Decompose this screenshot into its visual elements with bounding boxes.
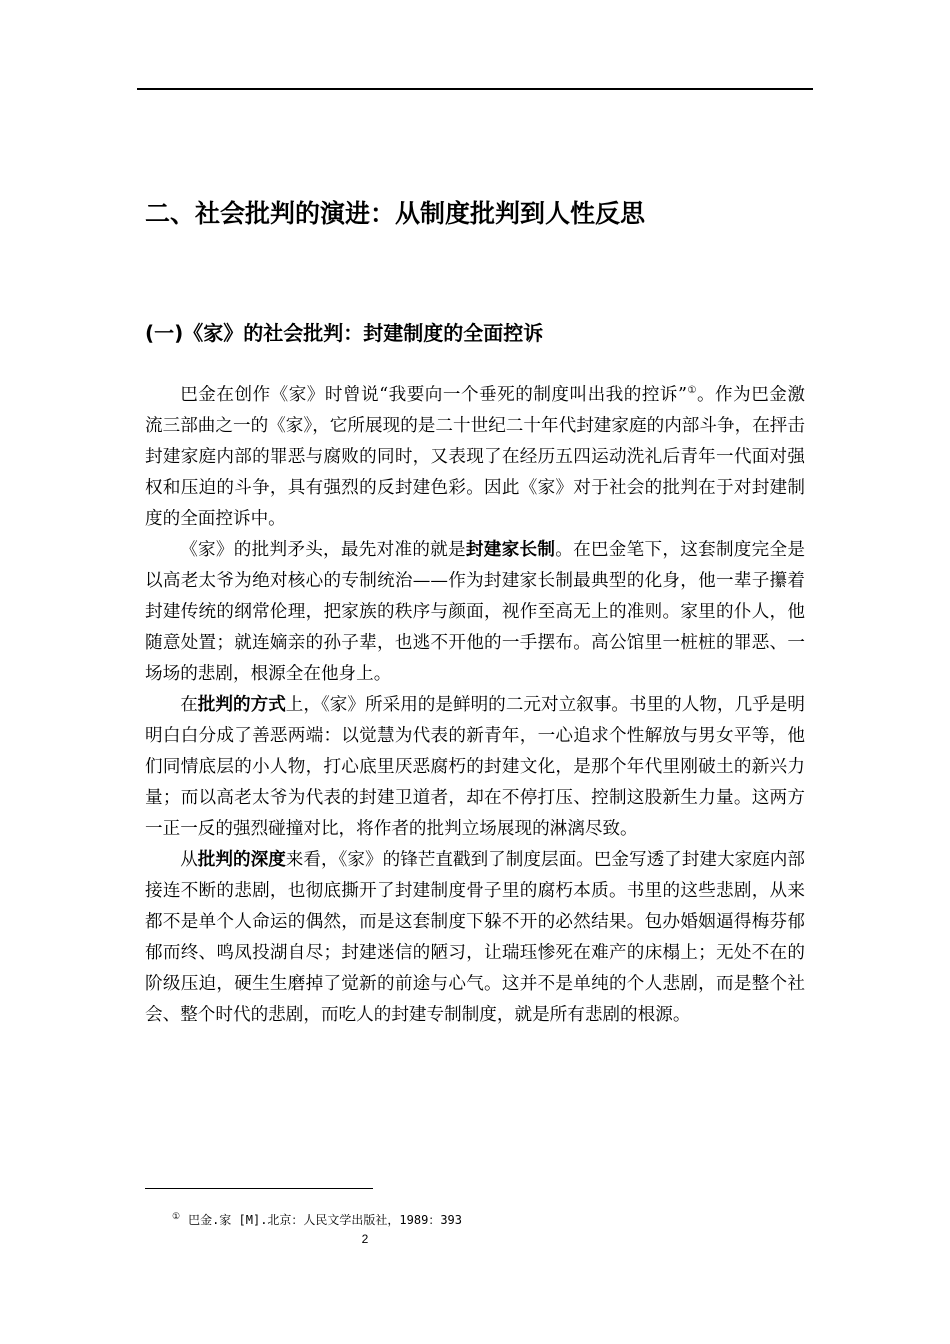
paragraph-2-after: 。在巴金笔下，这套制度完全是以高老太爷为绝对核心的专制统治——作为封建家长制最典型的化身，他一辈子攥着封建传统的纲常伦理，把家族的秩序与颜面，视作至高无上的准则。家里的仆人，他随意处置；就连嫡亲的孙子辈，也逃不开他的一手摆布。高公馆里一桩桩的罪恶、一场场的悲剧，根源全在他身上。	[145, 540, 805, 684]
paragraph-1-text: 巴金在创作《家》时曾说“我要向一个垂死的制度叫出我的控诉”	[180, 385, 687, 405]
paragraph-4-after: 来看，《家》的锋芒直戳到了制度层面。巴金写透了封建大家庭内部接连不断的悲剧，也彻底撕开了封建制度骨子里的腐朽本质。书里的这些悲剧，从来都不是单个人命运的偶然，而是这套制度下躲不开的必然结果。包办婚姻逼得梅芬郁郁而终、鸣凤投湖自尽；封建迷信的陋习，让瑞珏惨死在难产的床榻上；无处不在的阶级压迫，硬生生磨掉了觉新的前途与心气。这并不是单纯的个人悲剧，而是整个社会、整个时代的悲剧，而吃人的封建专制制度，就是所有悲剧的根源。	[145, 850, 805, 1025]
paragraph-4-before: 从	[180, 850, 198, 870]
paragraph-3-emphasis: 批判的方式	[197, 695, 286, 715]
paragraph-3	[145, 690, 805, 845]
paragraph-3-before: 在	[180, 695, 198, 715]
paragraph-2-before: 《家》的批判矛头，最先对准的就是	[180, 540, 466, 560]
footnote-reference[interactable]: ①	[687, 385, 697, 397]
paragraph-1-rest: 。作为巴金激流三部曲之一的《家》，它所展现的是二十世纪二十年代封建家庭的内部斗争，在抨击封建家庭内部的罪恶与腐败的同时，又表现了在经历五四运动洗礼后青年一代面对强权和压迫的斗争，具有强烈的反封建色彩。因此《家》对于社会的批判在于对封建制度的全面控诉中。	[145, 385, 805, 529]
footnote-mark: ①	[172, 1212, 181, 1222]
body-text	[145, 380, 805, 1031]
section-title: 二、社会批判的演进：从制度批判到人性反思	[145, 199, 646, 228]
page-number: 2	[361, 1232, 369, 1246]
paragraph-2-emphasis: 封建家长制	[465, 540, 556, 560]
footnote-rule	[145, 1188, 373, 1189]
paragraph-4	[145, 845, 805, 1031]
header-rule	[137, 88, 813, 90]
paragraph-1	[145, 380, 805, 535]
footnote	[172, 1208, 462, 1229]
footnote-text: 巴金.家 [M].北京：人民文学出版社，1989：393	[188, 1213, 462, 1227]
paragraph-4-emphasis: 批判的深度	[197, 850, 286, 870]
subsection-title: (一)《家》的社会批判：封建制度的全面控诉	[145, 321, 544, 345]
paragraph-3-after: 上，《家》所采用的是鲜明的二元对立叙事。书里的人物，几乎是明明白白分成了善恶两端：以觉慧为代表的新青年，一心追求个性解放与男女平等，他们同情底层的小人物，打心底里厌恶腐朽的封建文化，是那个年代里刚破土的新兴力量；而以高老太爷为代表的封建卫道者，却在不停打压、控制这股新生力量。这两方一正一反的强烈碰撞对比，将作者的批判立场展现的淋漓尽致。	[145, 695, 805, 839]
paragraph-2	[145, 535, 805, 690]
